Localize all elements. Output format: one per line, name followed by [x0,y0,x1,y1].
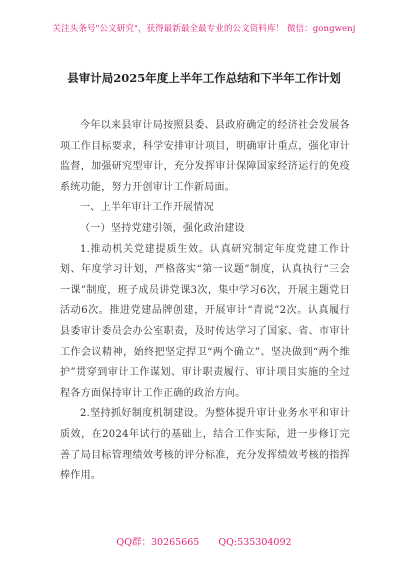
paragraph-institution-building: 2.坚持抓好制度机制建设。为整体提升审计业务水平和审计质效，在2024年试行的基础上，结合工作实际，进一步修订完善了局目标管理绩效考核的评分标准，充分发挥绩效考核的指挥棒作用。 [60,408,350,482]
document-title: 县审计局2025年度上半年工作总结和下半年工作计划 [67,71,341,85]
qq-contact: QQ:535304092 [218,537,292,548]
paragraph-party-building: 1.推动机关党建提质生效。认真研究制定年度党建工作计划、年度学习计划，严格落实“第一议题”制度，认真执行“三会一课”制度，班子成员讲党课3次，集中学习6次，开展主题党日活动6次。推进党建品牌创建，开展审计“青说”2次。认真履行县委审计委员会办公室职责，及时传达学习了国家、省、市审计工作会议精神，始终把坚定捍卫“两个确立”、坚决做到“两个维护”贯穿到审计工作谋划、审计职责履行、审计项目实施的全过程各方面保持审计工作正确的政治方向。 [60,243,350,399]
document-body [60,116,350,487]
intro-paragraph: 今年以来县审计局按照县委、县政府确定的经济社会发展各项工作目标要求，科学安排审计项目，明确审计重点，强化审计监督，加强研究型审计，充分发挥审计保障国家经济运行的免疫系统功能，努力开创审计工作新局面。 [60,120,350,193]
section-heading: 一、上半年审计工作开展情况 [80,202,214,214]
qq-group: QQ群：30265665 [116,537,200,548]
subsection-heading: （一）坚持党建引领，强化政治建设 [80,222,245,234]
top-banner: 关注头条号"公文研究"，获得最新最全最专业的公文资料库！ 微信：gongwenj [52,24,356,34]
bottom-banner [0,534,408,548]
